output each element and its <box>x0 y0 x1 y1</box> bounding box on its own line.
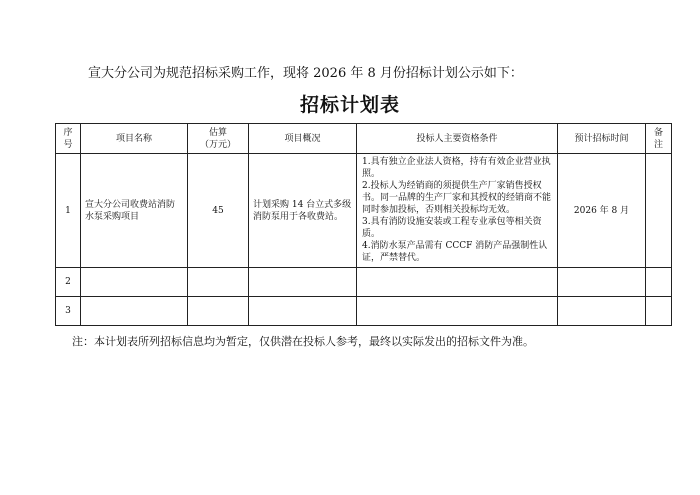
cell-requirements <box>357 297 558 326</box>
header-project-name: 项目名称 <box>81 124 188 154</box>
header-budget-line2: （万元） <box>199 139 236 150</box>
table-header-row <box>56 124 672 154</box>
table-row <box>56 154 672 268</box>
cell-overview <box>249 297 357 326</box>
cell-seq: 2 <box>56 268 81 297</box>
cell-time <box>558 268 646 297</box>
header-budget-line1: 估算 <box>208 127 227 138</box>
cell-remark <box>646 268 672 297</box>
cell-time: 2026 年 8 月 <box>558 154 646 268</box>
cell-budget: 45 <box>188 154 249 268</box>
cell-requirements <box>357 154 558 268</box>
header-remark-line1: 备 <box>653 127 663 138</box>
cell-project-name: 宣大分公司收费站消防水泵采购项目 <box>81 154 188 268</box>
cell-seq: 1 <box>56 154 81 268</box>
cell-overview: 计划采购 14 台立式多级消防泵用于各收费站。 <box>249 154 357 268</box>
bidding-plan-table <box>55 123 672 326</box>
requirement-item: 4.消防水泵产品需有 CCCF 消防产品强制性认证，严禁替代。 <box>362 241 548 263</box>
cell-project-name <box>81 268 188 297</box>
table-row <box>56 297 672 326</box>
cell-requirements <box>357 268 558 297</box>
page-title: 招标计划表 <box>299 94 400 116</box>
cell-remark <box>646 154 672 268</box>
header-seq <box>56 124 81 154</box>
cell-project-name <box>81 297 188 326</box>
header-remark <box>646 124 672 154</box>
header-budget <box>188 124 249 154</box>
header-requirements: 投标人主要资格条件 <box>357 124 558 154</box>
header-remark-line2: 注 <box>653 139 663 150</box>
header-seq-line1: 序 <box>63 127 73 138</box>
requirement-item: 2.投标人为经销商的须提供生产厂家销售授权书。同一品牌的生产厂家和其授权的经销商不能同时参加投标，否则相关投标均无效。 <box>362 181 552 215</box>
cell-time <box>558 297 646 326</box>
requirement-item: 1.具有独立企业法人资格，持有有效企业营业执照。 <box>362 157 551 179</box>
footnote: 注：本计划表所列招标信息均为暂定，仅供潜在投标人参考，最终以实际发出的招标文件为准。 <box>72 335 534 348</box>
cell-budget <box>188 297 249 326</box>
header-seq-line2: 号 <box>63 139 73 150</box>
cell-seq: 3 <box>56 297 81 326</box>
table-row <box>56 268 672 297</box>
requirement-item: 3.具有消防设施安装或工程专业承包等相关资质。 <box>362 217 542 239</box>
header-overview: 项目概况 <box>249 124 357 154</box>
header-time: 预计招标时间 <box>558 124 646 154</box>
cell-budget <box>188 268 249 297</box>
cell-overview <box>249 268 357 297</box>
intro-text: 宣大分公司为规范招标采购工作，现将 2026 年 8 月份招标计划公示如下： <box>88 66 523 81</box>
cell-remark <box>646 297 672 326</box>
